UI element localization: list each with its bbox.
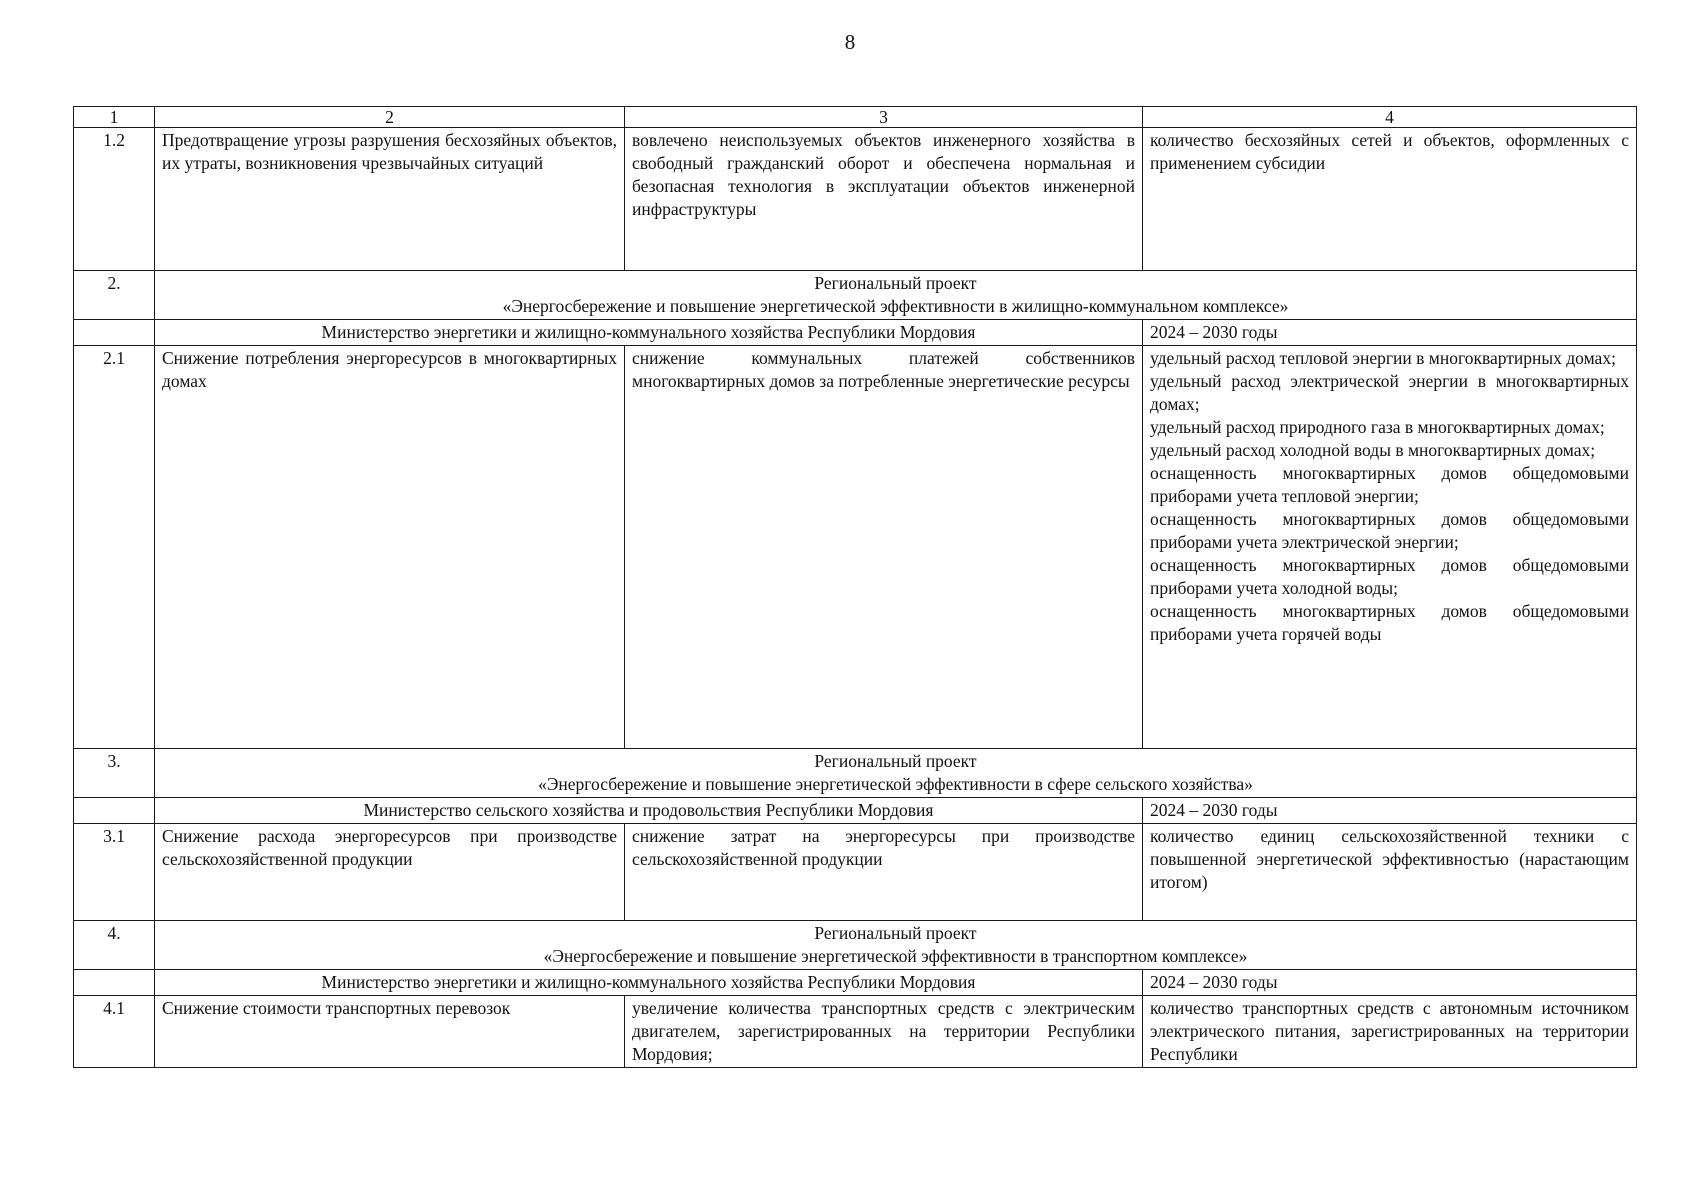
period-cell: 2024 – 2030 годы xyxy=(1143,320,1637,346)
indicator-cell: количество бесхозяйных сетей и объектов, оформленных с применением субсидии xyxy=(1143,128,1637,271)
project-title: «Энергосбережение и повышение энергетической эффективности в транспортном комплексе» xyxy=(543,946,1248,966)
period-cell: 2024 – 2030 годы xyxy=(1143,798,1637,824)
ministry-row xyxy=(74,970,1637,996)
column-header: 3 xyxy=(625,107,1143,128)
row-number: 4. xyxy=(74,921,155,970)
indicator-item: оснащенность многоквартирных домов общедомовыми приборами учета тепловой энергии; xyxy=(1150,463,1629,506)
effect-cell: увеличение количества транспортных средств с электрическим двигателем, зарегистрированных на территории Республики Мордовия; xyxy=(625,996,1143,1068)
page-number: 8 xyxy=(844,30,856,54)
column-header: 1 xyxy=(74,107,155,128)
table-header-row xyxy=(74,107,1637,128)
project-row xyxy=(74,749,1637,798)
indicator-item: удельный расход холодной воды в многоквартирных домах; xyxy=(1150,440,1596,460)
effect-cell: снижение затрат на энергоресурсы при производстве сельскохозяйственной продукции xyxy=(625,824,1143,921)
column-header: 2 xyxy=(155,107,625,128)
indicator-cell: количество единиц сельскохозяйственной техники с повышенной энергетической эффективностью (нарастающим итогом) xyxy=(1143,824,1637,921)
table-row xyxy=(74,346,1637,749)
column-header: 4 xyxy=(1143,107,1637,128)
table-row xyxy=(74,824,1637,921)
project-label: Региональный проект xyxy=(814,273,977,293)
empty-cell xyxy=(74,798,155,824)
task-cell: Предотвращение угрозы разрушения бесхозяйных объектов, их утраты, возникновения чрезвычайных ситуаций xyxy=(155,128,625,271)
indicator-item: удельный расход природного газа в многоквартирных домах; xyxy=(1150,417,1605,437)
measures-table xyxy=(73,106,1637,1068)
indicator-item: удельный расход тепловой энергии в многоквартирных домах; xyxy=(1150,348,1616,368)
ministry-cell: Министерство энергетики и жилищно-коммунального хозяйства Республики Мордовия xyxy=(155,970,1143,996)
project-row xyxy=(74,271,1637,320)
ministry-row xyxy=(74,320,1637,346)
task-cell: Снижение расхода энергоресурсов при производстве сельскохозяйственной продукции xyxy=(155,824,625,921)
project-label: Региональный проект xyxy=(814,751,977,771)
row-number: 1.2 xyxy=(74,128,155,271)
indicator-item: оснащенность многоквартирных домов общедомовыми приборами учета горячей воды xyxy=(1150,601,1629,644)
project-row xyxy=(74,921,1637,970)
project-title-cell xyxy=(155,921,1637,970)
row-number: 4.1 xyxy=(74,996,155,1068)
indicator-item: оснащенность многоквартирных домов общедомовыми приборами учета холодной воды; xyxy=(1150,555,1629,598)
project-title-cell xyxy=(155,749,1637,798)
row-number: 3.1 xyxy=(74,824,155,921)
period-cell: 2024 – 2030 годы xyxy=(1143,970,1637,996)
project-title-cell xyxy=(155,271,1637,320)
row-number: 2. xyxy=(74,271,155,320)
table-row xyxy=(74,128,1637,271)
ministry-cell: Министерство энергетики и жилищно-коммунального хозяйства Республики Мордовия xyxy=(155,320,1143,346)
effect-cell: вовлечено неиспользуемых объектов инженерного хозяйства в свободный гражданский оборот и обеспечена нормальная и безопасная технология в эксплуатации объектов инженерной инфраструктуры xyxy=(625,128,1143,271)
effect-cell: снижение коммунальных платежей собственников многоквартирных домов за потребленные энергетические ресурсы xyxy=(625,346,1143,749)
empty-cell xyxy=(74,970,155,996)
project-title: «Энергосбережение и повышение энергетической эффективности в жилищно-коммунальном комплексе» xyxy=(502,296,1289,316)
indicator-list-cell xyxy=(1143,346,1637,749)
table-row xyxy=(74,996,1637,1068)
indicator-cell: количество транспортных средств с автономным источником электрического питания, зарегистрированных на территории Республики xyxy=(1143,996,1637,1068)
row-number: 2.1 xyxy=(74,346,155,749)
indicator-item: удельный расход электрической энергии в многоквартирных домах; xyxy=(1150,371,1629,414)
ministry-cell: Министерство сельского хозяйства и продовольствия Республики Мордовия xyxy=(155,798,1143,824)
empty-cell xyxy=(74,320,155,346)
task-cell: Снижение стоимости транспортных перевозок xyxy=(155,996,625,1068)
project-label: Региональный проект xyxy=(814,923,977,943)
task-cell: Снижение потребления энергоресурсов в многоквартирных домах xyxy=(155,346,625,749)
ministry-row xyxy=(74,798,1637,824)
indicator-item: оснащенность многоквартирных домов общедомовыми приборами учета электрической энергии; xyxy=(1150,509,1629,552)
row-number: 3. xyxy=(74,749,155,798)
project-title: «Энергосбережение и повышение энергетической эффективности в сфере сельского хозяйства» xyxy=(538,774,1253,794)
